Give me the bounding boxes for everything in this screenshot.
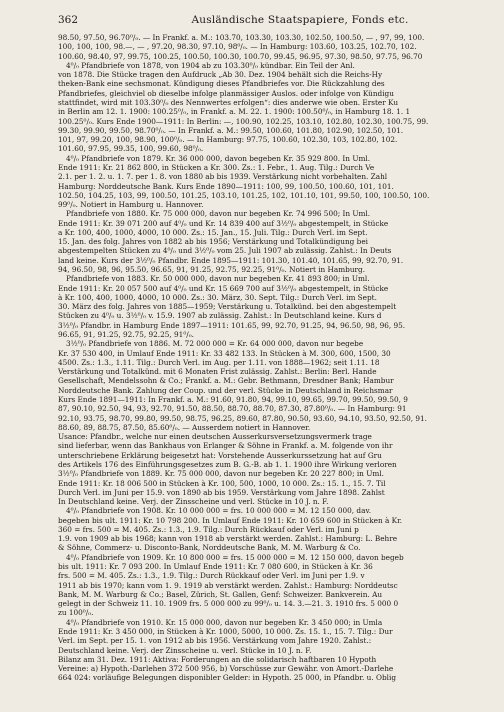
text-line: 664 024: vorläufige Belegungen disponibler Gelder: in Hypoth. 25 000, in Pfandbr. u. Oblig (58, 673, 396, 683)
text-line: 1911 ab bis 1970; kann vom 1. 9. 1919 ab verstärkt werden. Zahlst.: Hamburg: Norddeutsc (58, 580, 398, 590)
text-line: Vereine: a) Hypoth.-Darlehen 372 500 956, b) Vorschüsse zur Gewähr. von Amort.-Darlehe (58, 664, 394, 674)
text-line: bis ult. 1911: Kr. 7 093 200. In Umlauf Ende 1911: Kr. 7 080 600, in Stücken à Kr. 36 (58, 562, 373, 572)
text-line: 4⁰/₀ Pfandbriefe von 1909. Kr. 10 800 000 = frs. 15 000 000 = M. 12 150 000, davon begeb (66, 552, 404, 562)
text-line: Verstärkung und Totalkünd. mit 6 Monaten Frist zulässig. Zahlst.: Berlin: Berl. Hande (58, 367, 377, 377)
text-line: 87, 90.10, 92.50, 94, 93, 92.70, 91.50, 88.50, 88.70, 88.70, 87.30, 87.80⁰/₀. — In Hamburg: 91 (58, 404, 407, 414)
text-line: sind lieferbar, wenn das Bankhaus von Erlanger & Söhne in Frankf. a. M. folgende von ihr (58, 441, 393, 451)
text-line: abgestempelten Stücken zu 4⁰/₀ und 3½⁰/₀ vom 25. Juli 1907 ab zulässig. Zahlst.: In Deuts (58, 246, 392, 256)
text-line: unterschriebene Erklärung beigesetzt hat: Vorstehende Ausserkurssetzung hat auf Gru (58, 450, 382, 460)
paragraph-pfandbriefe-1908 (58, 506, 498, 552)
text-line: 3½⁰/₀ Pfandbriefe von 1889. Kr. 75 000 000, davon nur begeben Kr. 20 227 800; in Uml. (58, 469, 384, 479)
text-line: Ende 1911: Kr. 18 006 500 in Stücken à Kr. 100, 500, 1000, 10 000. Zs.: 15. 1., 15. 7. Til (58, 478, 386, 488)
page-header (58, 14, 498, 26)
text-line: Ende 1911: Kr. 39 071 200 auf 4⁰/₀ und Kr. 14 839 400 auf 3½⁰/₀ abgestempelt, in Stücke (58, 218, 389, 228)
text-line: Usance: Pfandbr., welche nur einen deutschen Ausserkursversetzungsvermerk trage (58, 432, 372, 442)
text-line: à Kr. 100, 400, 1000, 4000, 10 000. Zs.: 30. März, 30. Sept. Tilg.: Durch Verl. im Sept. (58, 292, 377, 302)
text-line: Gesellschaft, Mendelssohn & Co.; Frankf. a. M.: Gebr. Bethmann, Dresdner Bank; Hambur (58, 376, 394, 386)
paragraph-usance (58, 432, 498, 506)
text-line: 360 = frs. 500 = M. 405. Zs.: 1.3., 1.9. Tilg.: Durch Rückkauf oder Verl. im Juni p (58, 524, 359, 534)
paragraph-bilanz (58, 655, 498, 683)
text-line: Stücken zu 4⁰/₀ u. 3½⁰/₀ v. 15.9. 1907 ab zulässig. Zahlst.: In Deutschland keine. Kurs d (58, 311, 382, 321)
text-line: 102.50, 104.25, 103, 99, 100.50, 101.25, 103.10, 101.25, 102, 101.10, 101, 99.50, 100, 100.50, 100. (58, 190, 430, 200)
text-line: 100.60, 98.40, 97, 99.75, 100.25, 100.50, 100.30, 100.70, 99.45, 96.95, 97.30, 98.50, 97.75, 96.70 (58, 51, 423, 61)
text-line: 99.30, 99.90, 99.50, 98.70⁰/₀. — In Frankf. a. M.: 99.50, 100.60, 101.80, 102.90, 102.50, 101. (58, 125, 404, 135)
text-line: Pfandbriefe von 1883. Kr. 50 000 000, davon nur begeben Kr. 41 893 800; in Uml. (66, 274, 370, 284)
text-line: gelegt in der Schweiz 11. 10. 1909 frs. 5 000 000 zu 99⁰/₀ u. 14. 3.—21. 3. 1910 frs. 5 000 0 (58, 599, 399, 609)
text-line: 4⁰/₀ Pfandbriefe von 1878, von 1904 ab zu 103.30⁰/₀ kündbar. Ein Teil der Anl. (66, 60, 355, 70)
text-line: In Deutschland keine. Verj. der Zinsscheine und verl. Stücke in 10 J. n. F. (58, 497, 329, 507)
text-line: 99⁰/₀. Notiert in Hamburg u. Hannover. (58, 200, 204, 210)
text-line: des Artikels 176 des Einführungsgesetzes zum B. G.-B. ab 1. 1. 1900 ihre Wirkung verloren (58, 459, 397, 469)
text-line: 3½⁰/₀ Pfandbr. in Hamburg Ende 1897—1911: 101.65, 99, 92.70, 91.25, 94, 96.50, 98, 96, 95. (58, 320, 406, 330)
text-line: 3½⁰/₀ Pfandbriefe von 1886. M. 72 000 000 = Kr. 64 000 000, davon nur begebe (66, 339, 364, 349)
text-line: Ende 1911: Kr. 20 057 500 auf 4⁰/₀ und Kr. 15 669 700 auf 3½⁰/₀ abgestempelt, in Stücke (58, 283, 389, 293)
text-line: stattfindet, wird mit 103.30⁰/₀ des Nennwertes erfolgen“: dies anderwe wie oben. Erster Ku (58, 97, 399, 107)
paragraph-intro-quotes (58, 33, 498, 61)
text-line: Bank, M. M. Warburg & Co.; Basel, Zürich, St. Gallen, Genf: Schweizer. Bankverein. Au (58, 589, 383, 599)
text-line: 94, 96.50, 98, 96, 95.50, 96.65, 91, 91.25, 92.75, 92.25, 91⁰/₀. Notiert in Hamburg. (58, 265, 366, 275)
text-line: 98.50, 97.50, 96.70⁰/₀. — In Frankf. a. M.: 103.70, 103.30, 103.30, 102.50, 100.50, — , 97, 99, 100. (58, 33, 425, 42)
text-line: land keine. Kurs der 3½⁰/₀ Pfandbr. Ende 1895—1911: 101.30, 101.40, 101.65, 99, 92.70, 91. (58, 255, 404, 265)
text-line: 101, 97, 99.20, 100, 98.90, 100⁰/₀. — In Hamburg: 97.75, 100.60, 102.30, 103, 102.80, 102. (58, 135, 398, 145)
text-line: Deutschland keine. Verj. der Zinsscheine u. verl. Stücke in 10 J. n. F. (58, 645, 312, 655)
text-line: & Söhne, Commerz- u. Disconto-Bank, Norddeutsche Bank, M. M. Warburg & Co. (58, 543, 361, 553)
paragraph-pfandbriefe-1879 (58, 154, 498, 210)
paragraph-pfandbriefe-1883 (58, 274, 498, 339)
text-line: 2.1. per 1. 2. u. 1. 7. per 1. 8. von 1880 ab bis 1939. Verstärkung nicht vorbehalten. Zahl (58, 172, 388, 182)
paragraph-pfandbriefe-1880 (58, 209, 498, 274)
text-line: in Berlin am 12. 1. 1900: 100.25⁰/₀, in Frankf. a. M. 22. 1. 1900: 100.50⁰/₀, in Hamburg 18. 1. 1 (58, 107, 411, 117)
page-body (58, 33, 498, 683)
text-line: Kurs Ende 1891—1911: In Frankf. a. M.: 91.60, 91.80, 94, 99.10, 99.65, 99.70, 99.50, 99.50, 9 (58, 394, 408, 404)
paragraph-pfandbriefe-1878 (58, 61, 498, 154)
text-line: 88.60, 89, 88.75, 87.50, 85.60⁰/₀. — Ausserdem notiert in Hannover. (58, 422, 311, 432)
text-line: 1.9. von 1909 ab bis 1968; kann von 1918 ab verstärkt werden. Zahlst.: Hamburg: L. Behre (58, 534, 398, 544)
text-line: 100, 100, 100, 98.—, — , 97.20, 98.30, 97.10, 98⁰/₀. — In Hamburg: 103.60, 103.25, 102.70, 102. (58, 42, 417, 52)
paragraph-pfandbriefe-1886 (58, 339, 498, 432)
text-line: 101.60, 97.95, 99.35, 100, 99.60, 98⁰/₀. (58, 144, 204, 154)
text-line: Pfandbriefes, gleichviel ob dieselbe infolge planmässiger Auslos. oder infolge von Kündigu (58, 88, 394, 98)
paragraph-pfandbriefe-1910 (58, 618, 498, 655)
running-head: Ausländische Staatspapiere, Fonds etc. (191, 14, 409, 26)
page-number: 362 (58, 14, 79, 26)
text-line: zu 100⁰/₀. (58, 608, 94, 618)
text-line: Pfandbriefe von 1880. Kr. 75 000 000, davon nur begeben Kr. 74 996 500; In Uml. (66, 209, 371, 219)
text-line: frs. 500 = M. 405. Zs.: 1.3., 1.9. Tilg.: Durch Rückkauf oder Verl. im Juni per 1.9. v (58, 571, 365, 581)
text-line: 96.65, 91, 91.25, 92.75, 92.25, 91⁰/₀. (58, 330, 194, 339)
text-line: von 1878. Die Stücke tragen den Aufdruck „Ab 30. Dez. 1904 behält sich die Reichs-Hy (58, 70, 383, 80)
text-line: Kr. 37 530 400, in Umlauf Ende 1911: Kr. 33 482 133. In Stücken à M. 300, 600, 1500, 30 (58, 348, 391, 358)
text-line: Durch Verl. im Juni per 15.9. von 1890 ab bis 1959. Verstärkung vom Jahre 1898. Zahlst (58, 487, 385, 497)
text-line: Ende 1911: Kr. 21 862 800, in Stücken a Kr. 300. Zs.: 1. Febr., 1. Aug. Tilg.: Durch Ve (58, 162, 375, 172)
text-line: Verl. im Sept. per 15. 1. von 1912 ab bis 1956. Verstärkung vom Jahre 1920. Zahlst.: (58, 636, 372, 646)
text-line: 92.10, 93.75, 98.70, 99.80, 99.50, 98.75, 96.25, 89.60, 87.80, 90.50, 93.60, 94.10, 93.50, 92.50, 91. (58, 413, 428, 423)
text-line: Norddeutsche Bank. Zahlung der Coup. und der verl. Stücke in Deutschland in Reichsmar (58, 385, 393, 395)
text-line: begeben bis ult. 1911: Kr. 10 798 200. In Umlauf Ende 1911: Kr. 10 659 600 in Stücken à Kr. (58, 515, 403, 525)
text-line: 4⁰/₀ Pfandbriefe von 1879. Kr. 36 000 000, davon begeben Kr. 35 929 800. In Uml. (66, 153, 371, 163)
text-line: Bilanz am 31. Dez. 1911: Aktiva: Forderungen an die solidarisch haftbaren 10 Hypoth (58, 654, 377, 664)
text-line: 4500. Zs.: 1.3., 1.11. Tilg.: Durch Verl. im Aug. per 1.11. von 1888—1962; seit 1.11. 18 (58, 357, 380, 367)
paragraph-pfandbriefe-1909 (58, 553, 498, 618)
text-line: 100.25⁰/₀. Kurs Ende 1900—1911: In Berlin: —, 100.90, 102.25, 103.10, 102.80, 102.30, 100.75, 99. (58, 116, 429, 126)
text-line: a Kr. 100, 400, 1000, 4000, 10 000. Zs.: 15. Jan., 15. Juli. Tilg.: Durch Verl. im Sept. (58, 227, 368, 237)
text-line: 4⁰/₀ Pfandbriefe von 1910. Kr. 15 000 000, davon nur begeben Kr. 3 450 000; in Umla (66, 617, 383, 627)
text-line: 15. Jan. des folg. Jahres von 1882 ab bis 1956; Verstärkung und Totalkündigung bei (58, 237, 368, 247)
text-line: Hamburg: Norddeutsche Bank. Kurs Ende 1890—1911: 100, 99, 100.50, 100.60, 101, 101. (58, 181, 394, 191)
text-line: theken-Bank eine sechsmonat. Kündigung dieses Pfandbriefes vor. Die Rückzahlung des (58, 79, 385, 89)
text-line: 30. März des folg. Jahres von 1885—1959; Verstärkung u. Totalkünd. bei den abgestempelt (58, 302, 397, 312)
text-line: 4⁰/₀ Pfandbriefe von 1908. Kr. 10 000 000 = frs. 10 000 000 = M. 12 150 000, dav. (66, 506, 372, 516)
text-line: Ende 1911: Kr. 3 450 000, in Stücken à Kr. 1000, 5000, 10 000. Zs. 15. 1., 15. 7. Tilg.: Dur (58, 627, 393, 636)
